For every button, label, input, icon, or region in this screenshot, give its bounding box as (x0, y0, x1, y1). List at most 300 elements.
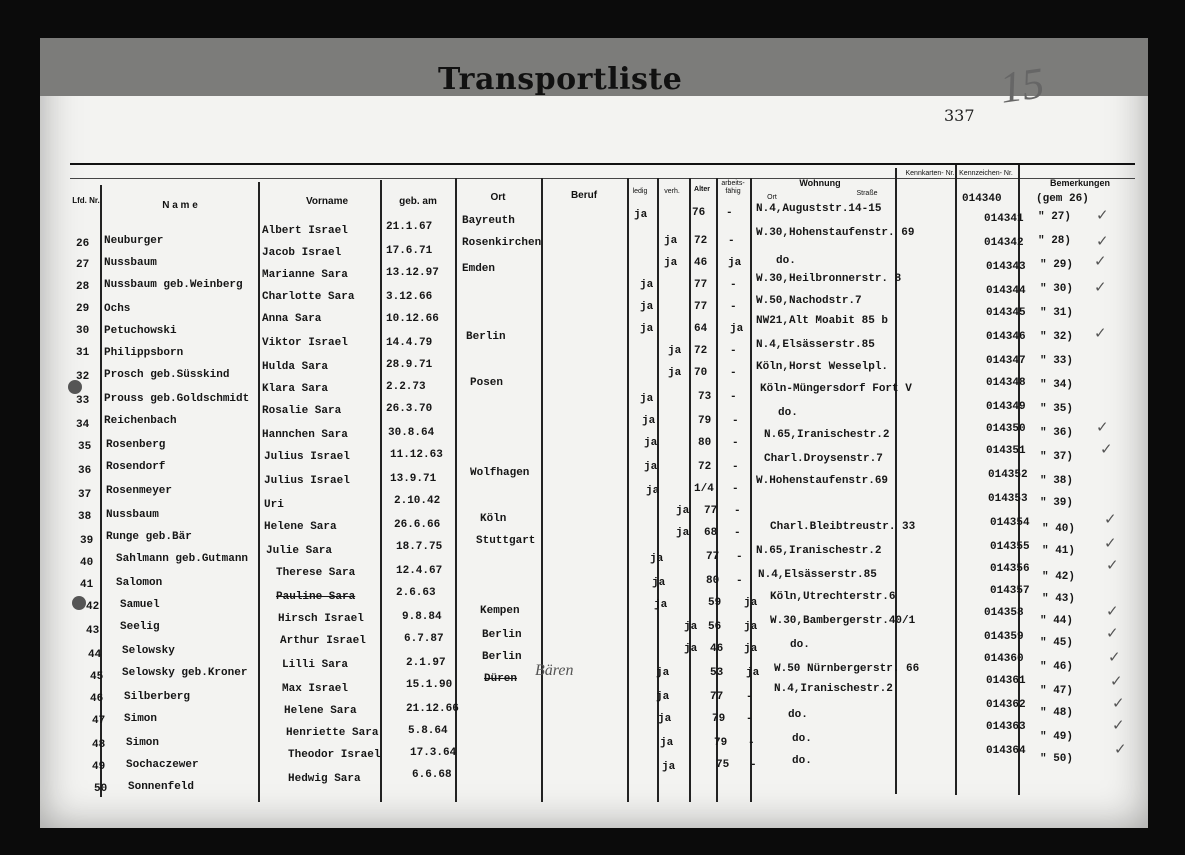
cell-vorname: Hulda Sara (262, 361, 329, 373)
cell-wohnung: Charl.Bleibtreustr. 33 (770, 521, 916, 533)
cell-vorname: Lilli Sara (282, 659, 349, 671)
cell-name: Simon (124, 713, 158, 725)
cell-geb: 6.6.68 (412, 769, 452, 781)
cell-arb: - (732, 483, 739, 495)
cell-alter: 70 (694, 367, 708, 379)
cell-kenn: 014364 (986, 745, 1026, 757)
cell-vorname: Klara Sara (262, 383, 329, 395)
cell-vorname: Hedwig Sara (288, 773, 361, 785)
cell-wohnung: do. (788, 709, 808, 721)
cell-wohnung: do. (778, 407, 798, 419)
header-kennkarten-nr: Kennkarten- Nr. (905, 170, 955, 177)
cell-alter: 79 (714, 737, 728, 749)
cell-verh: ja (684, 621, 698, 633)
cell-vorname: Anna Sara (262, 313, 322, 325)
cell-alter: 73 (698, 391, 712, 403)
header-name: N a m e (162, 200, 198, 211)
check-mark-icon: ✓ (1104, 510, 1117, 528)
header-bottom-rule (70, 178, 1135, 179)
cell-kenn: 014358 (984, 607, 1024, 619)
cell-geb: 10.12.66 (386, 313, 439, 325)
cell-ledig: ja (642, 415, 656, 427)
cell-bem: " 36) (1040, 427, 1074, 439)
cell-wohnung: do. (790, 639, 810, 651)
cell-wohnung: W.30,Heilbronnerstr. 8 (756, 273, 902, 285)
cell-wohnung: Köln,Horst Wesselpl. (756, 361, 889, 373)
cell-name: Prosch geb.Süsskind (104, 369, 230, 381)
cell-bem: " 48) (1040, 707, 1074, 719)
cell-vorname: Julius Israel (264, 475, 350, 487)
cell-verh: ja (684, 643, 698, 655)
header-ledig: ledig (632, 188, 648, 195)
cell-name: Rosendorf (106, 461, 166, 473)
check-mark-icon: ✓ (1104, 534, 1117, 552)
cell-kenn: 014362 (986, 699, 1026, 711)
cell-geb: 17.3.64 (410, 747, 457, 759)
column-rule (627, 178, 629, 802)
cell-alter: 68 (704, 527, 718, 539)
cell-bem: " 46) (1040, 661, 1074, 673)
cell-arb: - (734, 505, 741, 517)
cell-name: Runge geb.Bär (106, 531, 192, 543)
cell-bem: " 40) (1042, 523, 1076, 535)
cell-arb: ja (730, 323, 744, 335)
cell-nr: 48 (92, 739, 106, 751)
cell-nr: 38 (78, 511, 92, 523)
cell-kenn: 014359 (984, 631, 1024, 643)
cell-nr: 41 (80, 579, 94, 591)
header-top-rule (70, 163, 1135, 165)
cell-name: Neuburger (104, 235, 164, 247)
check-mark-icon: ✓ (1112, 716, 1125, 734)
cell-ledig: ja (640, 393, 654, 405)
cell-wohnung: N.4,Elsässerstr.85 (756, 339, 875, 351)
binder-hole-blot (72, 596, 86, 610)
cell-kenn: 014346 (986, 331, 1026, 343)
cell-ledig: ja (640, 279, 654, 291)
cell-arb: - (730, 301, 737, 313)
cell-wohnung: W.50,Nachodstr.7 (756, 295, 862, 307)
cell-geb: 11.12.63 (390, 449, 443, 461)
cell-arb: ja (746, 667, 760, 679)
cell-geb: 28.9.71 (386, 359, 433, 371)
cell-wohnung: N.4,Auguststr.14-15 (756, 203, 882, 215)
cell-arb: ja (744, 621, 758, 633)
cell-bem: " 37) (1040, 451, 1074, 463)
cell-verh: ja (664, 257, 678, 269)
cell-ledig: ja (634, 209, 648, 221)
cell-wohnung: Köln-Müngersdorf Fort V (760, 383, 912, 395)
cell-nr: 29 (76, 303, 90, 315)
cell-ort: Bayreuth (462, 215, 515, 227)
cell-kenn: 014356 (990, 563, 1030, 575)
cell-alter: 76 (692, 207, 706, 219)
cell-geb: 14.4.79 (386, 337, 433, 349)
cell-ort: Wolfhagen (470, 467, 530, 479)
cell-nr: 37 (78, 489, 92, 501)
cell-ort: Kempen (480, 605, 520, 617)
cell-alter: 72 (698, 461, 712, 473)
cell-alter: 77 (694, 301, 708, 313)
cell-geb: 2.1.97 (406, 657, 446, 669)
cell-ledig: ja (646, 485, 660, 497)
cell-alter: 56 (708, 621, 722, 633)
cell-vorname: Max Israel (282, 683, 349, 695)
cell-bem: " 43) (1042, 593, 1076, 605)
cell-alter: 46 (694, 257, 708, 269)
cell-wohnung: do. (792, 755, 812, 767)
cell-alter: 75 (716, 759, 730, 771)
cell-nr: 33 (76, 395, 90, 407)
cell-kenn: 014353 (988, 493, 1028, 505)
column-rule (955, 165, 957, 795)
check-mark-icon: ✓ (1110, 672, 1123, 690)
cell-bem: " 44) (1040, 615, 1074, 627)
cell-name: Salomon (116, 577, 163, 589)
cell-ledig: ja (650, 553, 664, 565)
cell-alter: 80 (698, 437, 712, 449)
cell-geb: 2.2.73 (386, 381, 426, 393)
header-vorname: Vorname (305, 196, 349, 207)
cell-nr: 27 (76, 259, 90, 271)
header-ort: Ort (490, 192, 506, 203)
cell-bem: " 27) (1038, 211, 1072, 223)
cell-arb: - (726, 207, 733, 219)
header-alter: Alter (694, 186, 710, 193)
cell-geb: 17.6.71 (386, 245, 433, 257)
cell-name: Rosenberg (106, 439, 166, 451)
cell-nr: 40 (80, 557, 94, 569)
column-rule (380, 180, 382, 802)
cell-ledig: ja (640, 301, 654, 313)
cell-arb: - (728, 235, 735, 247)
cell-bem: " 50) (1040, 753, 1074, 765)
cell-alter: 64 (694, 323, 708, 335)
cell-nr: 35 (78, 441, 92, 453)
cell-bem: " 28) (1038, 235, 1072, 247)
cell-arb: - (730, 367, 737, 379)
check-mark-icon: ✓ (1094, 278, 1107, 296)
cell-verh: ja (676, 505, 690, 517)
cell-ledig: ja (662, 761, 676, 773)
cell-verh: ja (664, 235, 678, 247)
cell-arb: ja (728, 257, 742, 269)
cell-vorname: Marianne Sara (262, 269, 348, 281)
cell-ort: Düren (484, 673, 518, 685)
cell-ledig: ja (656, 667, 670, 679)
handwritten-note: Bären (535, 662, 574, 679)
cell-bem: (gem 26) (1036, 193, 1089, 205)
cell-vorname: Julius Israel (264, 451, 350, 463)
cell-kenn: 014348 (986, 377, 1026, 389)
cell-kenn: 014363 (986, 721, 1026, 733)
cell-bem: " 47) (1040, 685, 1074, 697)
cell-ledig: ja (644, 461, 658, 473)
cell-arb: - (736, 551, 743, 563)
cell-bem: " 32) (1040, 331, 1074, 343)
cell-arb: - (732, 415, 739, 427)
cell-ort: Stuttgart (476, 535, 536, 547)
cell-kenn: 014360 (984, 653, 1024, 665)
column-rule (541, 178, 543, 802)
cell-name: Sahlmann geb.Gutmann (116, 553, 249, 565)
cell-arb: - (736, 575, 743, 587)
cell-bem: " 29) (1040, 259, 1074, 271)
cell-ort: Berlin (482, 651, 522, 663)
cell-vorname: Theodor Israel (288, 749, 381, 761)
cell-kenn: 014340 (962, 193, 1002, 205)
cell-vorname: Uri (264, 499, 284, 511)
check-mark-icon: ✓ (1106, 602, 1119, 620)
header-wohnung-strasse: Straße (856, 190, 878, 197)
cell-arb: - (730, 345, 737, 357)
cell-geb: 5.8.64 (408, 725, 448, 737)
cell-alter: 79 (712, 713, 726, 725)
cell-kenn: 014343 (986, 261, 1026, 273)
cell-kenn: 014350 (986, 423, 1026, 435)
cell-wohnung: W.30,Hohenstaufenstr. 69 (756, 227, 915, 239)
cell-name: Seelig (120, 621, 160, 633)
cell-kenn: 014357 (990, 585, 1030, 597)
cell-wohnung: do. (792, 733, 812, 745)
column-rule (689, 178, 691, 802)
cell-nr: 39 (80, 535, 94, 547)
cell-geb: 6.7.87 (404, 633, 444, 645)
column-rule (895, 168, 897, 794)
cell-wohnung: N.4,Elsässerstr.85 (758, 569, 877, 581)
cell-kenn: 014354 (990, 517, 1030, 529)
header-arbeitsfaehig: arbeits- fähig (721, 180, 745, 196)
cell-kenn: 014352 (988, 469, 1028, 481)
cell-kenn: 014361 (986, 675, 1026, 687)
cell-geb: 15.1.90 (406, 679, 453, 691)
cell-geb: 13.9.71 (390, 473, 437, 485)
cell-vorname: Julie Sara (266, 545, 333, 557)
cell-ort: Emden (462, 263, 496, 275)
cell-name: Simon (126, 737, 160, 749)
cell-alter: 72 (694, 235, 708, 247)
cell-wohnung: W.30,Bambergerstr.40/1 (770, 615, 916, 627)
cell-name: Sonnenfeld (128, 781, 195, 793)
cell-bem: " 38) (1040, 475, 1074, 487)
cell-nr: 26 (76, 238, 90, 250)
document-sheet (40, 38, 1148, 828)
cell-wohnung: W.Hohenstaufenstr.69 (756, 475, 889, 487)
cell-vorname: Rosalie Sara (262, 405, 342, 417)
cell-geb: 21.1.67 (386, 221, 433, 233)
cell-nr: 45 (90, 671, 104, 683)
cell-name: Silberberg (124, 691, 191, 703)
check-mark-icon: ✓ (1096, 418, 1109, 436)
cell-nr: 34 (76, 419, 90, 431)
header-beruf: Beruf (570, 190, 598, 201)
cell-wohnung: N.4,Iranischestr.2 (774, 683, 893, 695)
cell-alter: 1/4 (694, 483, 714, 495)
cell-alter: 80 (706, 575, 720, 587)
cell-vorname: Therese Sara (276, 567, 356, 579)
cell-ort: Berlin (466, 331, 506, 343)
cell-nr: 47 (92, 715, 106, 727)
cell-wohnung: W.50 Nürnbergerstr. 66 (774, 663, 920, 675)
cell-kenn: 014355 (990, 541, 1030, 553)
cell-arb: ja (744, 643, 758, 655)
cell-ledig: ja (644, 437, 658, 449)
column-rule (258, 182, 260, 802)
cell-bem: " 30) (1040, 283, 1074, 295)
cell-alter: 77 (710, 691, 724, 703)
cell-wohnung: NW21,Alt Moabit 85 b (756, 315, 889, 327)
cell-bem: " 49) (1040, 731, 1074, 743)
cell-alter: 46 (710, 643, 724, 655)
check-mark-icon: ✓ (1094, 324, 1107, 342)
cell-nr: 43 (86, 625, 100, 637)
cell-geb: 2.6.63 (396, 587, 436, 599)
cell-wohnung: Köln,Utrechterstr.6 (770, 591, 896, 603)
handwritten-folio: 15 (996, 58, 1048, 113)
document-title: Transportliste (438, 62, 683, 97)
cell-name: Ochs (104, 303, 131, 315)
check-mark-icon: ✓ (1096, 206, 1109, 224)
cell-kenn: 014345 (986, 307, 1026, 319)
cell-bem: " 35) (1040, 403, 1074, 415)
cell-arb: - (730, 391, 737, 403)
cell-alter: 59 (708, 597, 722, 609)
cell-geb: 13.12.97 (386, 267, 439, 279)
cell-bem: " 45) (1040, 637, 1074, 649)
cell-arb: - (746, 691, 753, 703)
header-wohnung-ort: Ort (767, 194, 777, 201)
check-mark-icon: ✓ (1106, 556, 1119, 574)
cell-kenn: 014344 (986, 285, 1026, 297)
cell-vorname: Hirsch Israel (278, 613, 364, 625)
cell-bem: " 42) (1042, 571, 1076, 583)
cell-name: Rosenmeyer (106, 485, 173, 497)
check-mark-icon: ✓ (1100, 440, 1113, 458)
header-bemerkungen: Bemerkungen (1049, 178, 1111, 188)
cell-arb: - (750, 759, 757, 771)
cell-nr: 46 (90, 693, 104, 705)
cell-arb: - (732, 437, 739, 449)
cell-ledig: ja (652, 577, 666, 589)
cell-ort: Berlin (482, 629, 522, 641)
check-mark-icon: ✓ (1114, 740, 1127, 758)
cell-vorname: Viktor Israel (262, 337, 348, 349)
cell-name: Sochaczewer (126, 759, 199, 771)
cell-name: Nussbaum (106, 509, 159, 521)
cell-arb: - (730, 279, 737, 291)
cell-nr: 31 (76, 347, 90, 359)
cell-alter: 77 (704, 505, 718, 517)
cell-bem: " 31) (1040, 307, 1074, 319)
cell-arb: - (748, 737, 755, 749)
cell-geb: 9.8.84 (402, 611, 442, 623)
cell-name: Prouss geb.Goldschmidt (104, 393, 250, 405)
cell-wohnung: N.65,Iranischestr.2 (764, 429, 890, 441)
cell-arb: ja (744, 597, 758, 609)
cell-ledig: ja (656, 691, 670, 703)
cell-arb: - (732, 461, 739, 473)
cell-bem: " 33) (1040, 355, 1074, 367)
cell-ledig: ja (660, 737, 674, 749)
cell-vorname: Jacob Israel (262, 247, 342, 259)
cell-geb: 3.12.66 (386, 291, 433, 303)
page-number: 337 (944, 106, 975, 125)
cell-alter: 79 (698, 415, 712, 427)
header-lfd-nr: Lfd. Nr. (72, 196, 100, 205)
header-verh: verh. (664, 188, 680, 195)
check-mark-icon: ✓ (1112, 694, 1125, 712)
cell-verh: ja (668, 367, 682, 379)
check-mark-icon: ✓ (1106, 624, 1119, 642)
cell-name: Selowsky geb.Kroner (122, 667, 248, 679)
cell-name: Reichenbach (104, 415, 177, 427)
cell-ort: Posen (470, 377, 504, 389)
cell-geb: 30.8.64 (388, 427, 435, 439)
cell-vorname: Arthur Israel (280, 635, 366, 647)
cell-name: Nussbaum geb.Weinberg (104, 279, 243, 291)
cell-nr: 42 (86, 601, 100, 613)
cell-ort: Rosenkirchen (462, 237, 542, 249)
cell-ledig: ja (658, 713, 672, 725)
header-wohnung: Wohnung (799, 178, 841, 188)
cell-name: Samuel (120, 599, 160, 611)
check-mark-icon: ✓ (1094, 252, 1107, 270)
cell-nr: 30 (76, 325, 90, 337)
cell-bem: " 39) (1040, 497, 1074, 509)
cell-verh: ja (668, 345, 682, 357)
cell-wohnung: N.65,Iranischestr.2 (756, 545, 882, 557)
cell-alter: 72 (694, 345, 708, 357)
cell-ledig: ja (654, 599, 668, 611)
header-kennzeichen-nr: Kennzeichen- Nr. (959, 170, 1013, 177)
cell-kenn: 014349 (986, 401, 1026, 413)
cell-alter: 53 (710, 667, 724, 679)
cell-kenn: 014342 (984, 237, 1024, 249)
check-mark-icon: ✓ (1108, 648, 1121, 666)
cell-verh: ja (676, 527, 690, 539)
header-geb-am: geb. am (399, 196, 437, 207)
cell-ort: Köln (480, 513, 507, 525)
cell-geb: 2.10.42 (394, 495, 441, 507)
cell-alter: 77 (706, 551, 720, 563)
cell-kenn: 014341 (984, 213, 1024, 225)
cell-name: Petuchowski (104, 325, 177, 337)
cell-geb: 26.3.70 (386, 403, 433, 415)
cell-nr: 28 (76, 281, 90, 293)
check-mark-icon: ✓ (1096, 232, 1109, 250)
cell-geb: 21.12.66 (406, 703, 459, 715)
cell-bem: " 41) (1042, 545, 1076, 557)
cell-geb: 12.4.67 (396, 565, 443, 577)
cell-ledig: ja (640, 323, 654, 335)
cell-geb: 26.6.66 (394, 519, 441, 531)
cell-nr: 44 (88, 649, 102, 661)
cell-nr: 49 (92, 761, 106, 773)
cell-name: Philippsborn (104, 347, 184, 359)
cell-vorname: Charlotte Sara (262, 291, 355, 303)
cell-vorname: Hannchen Sara (262, 429, 348, 441)
cell-kenn: 014347 (986, 355, 1026, 367)
cell-vorname: Helene Sara (264, 521, 337, 533)
cell-nr: 50 (94, 783, 108, 795)
cell-nr: 36 (78, 465, 92, 477)
cell-vorname: Henriette Sara (286, 727, 379, 739)
cell-alter: 77 (694, 279, 708, 291)
cell-wohnung: Charl.Droysenstr.7 (764, 453, 883, 465)
cell-vorname: Pauline Sara (276, 591, 356, 603)
cell-kenn: 014351 (986, 445, 1026, 457)
cell-nr: 32 (76, 371, 90, 383)
